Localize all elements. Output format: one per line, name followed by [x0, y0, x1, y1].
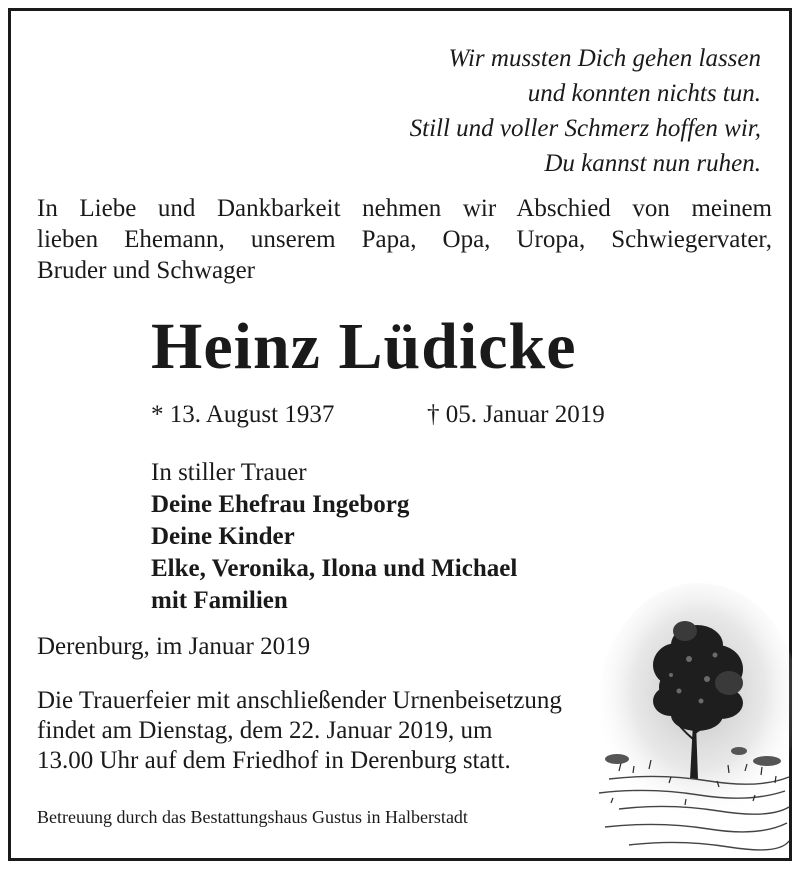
mourner-line: Deine Ehefrau Ingeborg: [151, 491, 410, 518]
mourner-line: mit Familien: [151, 587, 288, 614]
intro-line: lieben Ehemann, unserem Papa, Opa, Uropa, Schwiegervater,: [37, 226, 772, 253]
tree-illustration: [589, 583, 793, 861]
birth-date: * 13. August 1937: [151, 401, 335, 428]
intro-text: [37, 193, 772, 286]
service-line: 13.00 Uhr auf dem Friedhof in Derenburg statt.: [37, 747, 511, 774]
poem: [410, 41, 761, 181]
obituary-notice: [8, 8, 792, 861]
intro-line: Bruder und Schwager: [37, 257, 255, 284]
death-date: † 05. Januar 2019: [427, 401, 605, 428]
service-line: findet am Dienstag, dem 22. Januar 2019, um: [37, 717, 493, 744]
poem-line: Still und voller Schmerz hoffen wir,: [409, 115, 761, 142]
funeral-home-credit: Betreuung durch das Bestattungshaus Gustus in Halberstadt: [37, 807, 468, 827]
place-date: Derenburg, im Januar 2019: [37, 633, 311, 660]
service-line: Die Trauerfeier mit anschließender Urnenbeisetzung: [37, 687, 562, 714]
poem-line: und konnten nichts tun.: [527, 80, 761, 107]
deceased-name: Heinz Lüdicke: [151, 310, 577, 383]
intro-line: In Liebe und Dankbarkeit nehmen wir Abschied von meinem: [37, 195, 772, 222]
mourner-line: Elke, Veronika, Ilona und Michael: [151, 555, 518, 582]
poem-line: Du kannst nun ruhen.: [544, 150, 761, 177]
mourners-heading: In stiller Trauer: [151, 459, 307, 486]
poem-line: Wir mussten Dich gehen lassen: [448, 45, 761, 72]
mourner-line: Deine Kinder: [151, 523, 295, 550]
mourners: [151, 457, 517, 617]
service-info: [37, 686, 562, 776]
